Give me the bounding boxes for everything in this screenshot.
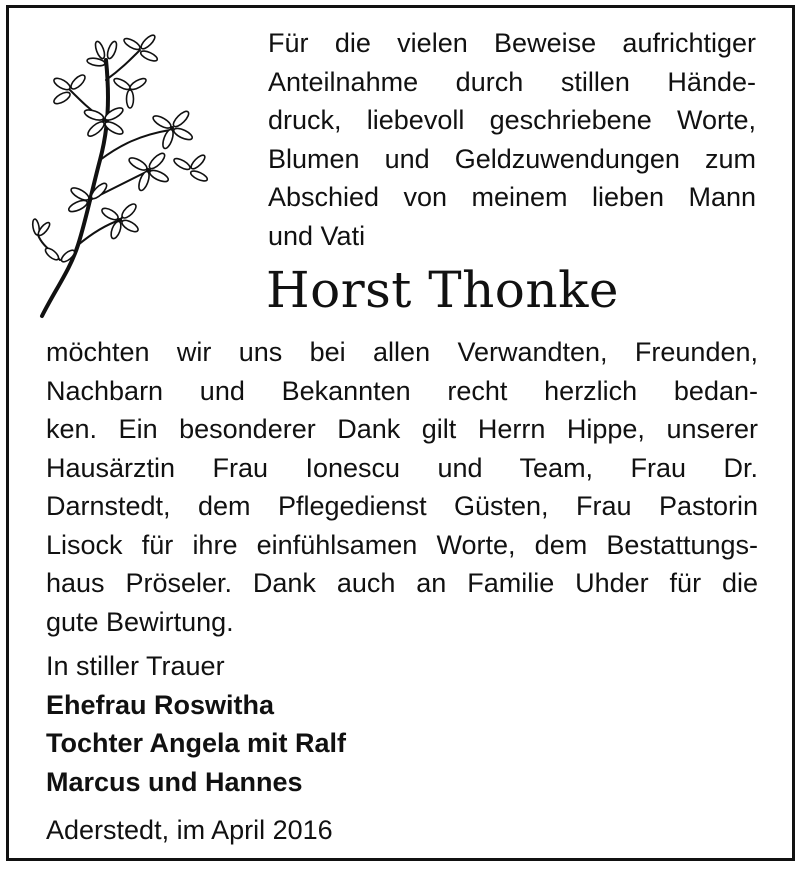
intro-paragraph xyxy=(268,24,756,255)
body-line: möchten wir uns bei allen Verwandten, Freunden, xyxy=(46,337,758,367)
body-line: ken. Ein besonderer Dank gilt Herrn Hippe, unserer xyxy=(46,414,758,444)
intro-line: und Vati xyxy=(268,220,366,251)
forsythia-branch-icon xyxy=(30,20,220,320)
body-line: Darnstedt, dem Pflegedienst Güsten, Frau Pastorin xyxy=(46,491,758,521)
intro-line: Anteilnahme durch stillen Hände- xyxy=(268,66,756,97)
deceased-name: Horst Thonke xyxy=(266,261,619,319)
mourner-name: Marcus und Hannes xyxy=(46,766,303,797)
mourner-name: Ehefrau Roswitha xyxy=(46,689,275,720)
body-line: gute Bewirtung. xyxy=(46,606,234,637)
mourner-name: Tochter Angela mit Ralf xyxy=(46,728,347,758)
body-line: Nachbarn und Bekannten recht herzlich bedan- xyxy=(46,375,758,406)
place-date: Aderstedt, im April 2016 xyxy=(46,815,333,845)
body-line: Hausärztin Frau Ionescu und Team, Frau Dr. xyxy=(46,452,758,483)
body-line: Lisock für ihre einfühlsamen Worte, dem Bestattungs- xyxy=(46,529,758,560)
signoff-block xyxy=(46,647,346,801)
intro-line: Abschied von meinem lieben Mann xyxy=(268,182,756,212)
thanks-paragraph xyxy=(46,333,758,641)
body-line: haus Pröseler. Dank auch an Familie Uhder für die xyxy=(46,568,758,598)
intro-line: druck, liebevoll geschriebene Worte, xyxy=(268,105,756,135)
intro-line: Für die vielen Beweise aufrichtiger xyxy=(268,28,756,58)
intro-line: Blumen und Geldzuwendungen zum xyxy=(268,143,756,174)
signoff-intro: In stiller Trauer xyxy=(46,651,225,681)
